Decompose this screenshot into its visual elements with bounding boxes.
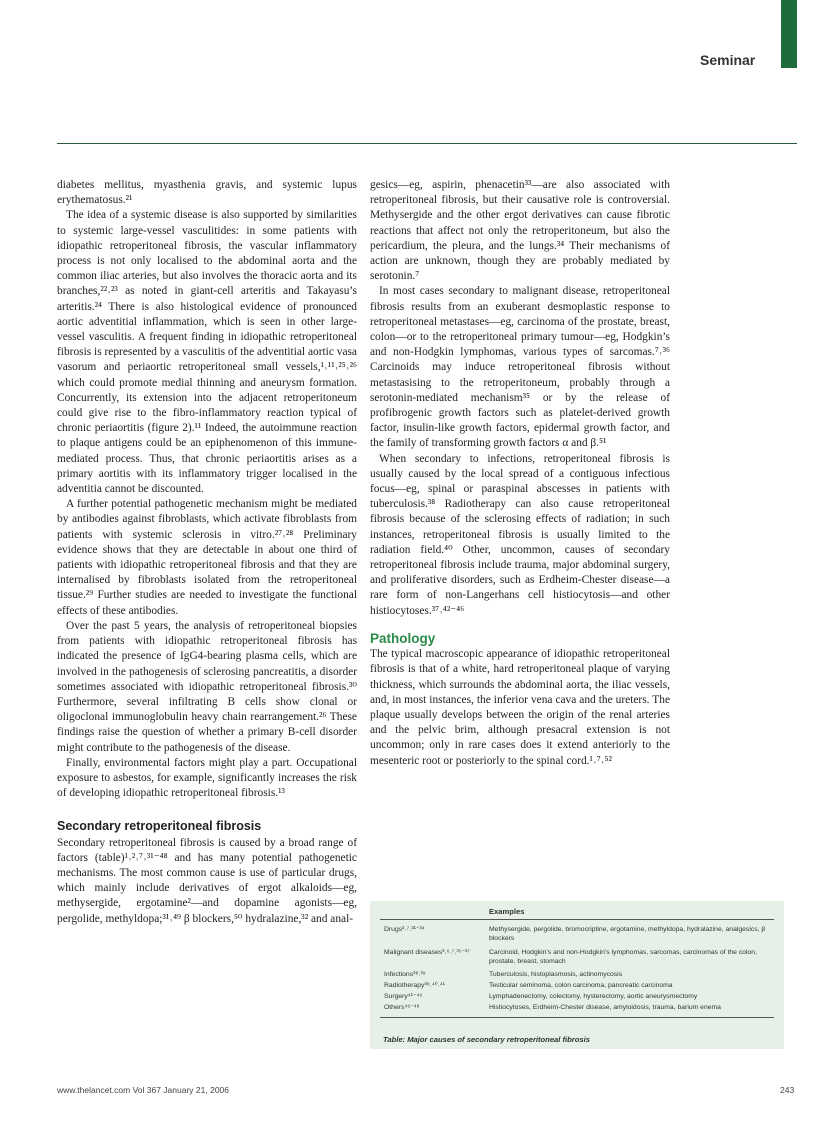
paragraph: When secondary to infections, retroperitoneal fibrosis is usually caused by the local spread of a contiguous infectious focus—eg, spinal or paraspinal abscesses in patients with tuberculosis.³⁸ Radiotherapy can also cause retroperitoneal fibrosis because of the sclerosing effects of radiation; in such instances, retroperitoneal fibrosis is usually limited to the radiation field.⁴⁰ Other, uncommon, causes of secondary retroperitoneal fibrosis include trauma, major abdominal surgery, and proliferative disorders, such as Erdheim-Chester disease—a rare form of non-Langerhans cell histiocytosis—and other histiocytoses.³⁷˒⁴²⁻⁴⁶ xyxy=(370,452,670,617)
causes-table xyxy=(370,901,784,1049)
table-cell-value: Histiocytoses, Erdheim-Chester disease, amyloidosis, trauma, barium enema xyxy=(489,1004,721,1011)
footer-page-number: 243 xyxy=(780,1085,795,1095)
paragraph: The typical macroscopic appearance of idiopathic retroperitoneal fibrosis is that of a white, hard retroperitoneal plaque of varying thickness, which surrounds the abdominal aorta, the iliac vessels, and, in most instances, the inferior vena cava and the ureters. The plaque usually develops between the origin of the renal arteries and the pelvic brim, although presacral extension is not uncommon; only in rare cases does it extend anteriorly to the mesenteric root or posteriorly to the spinal cord.¹˒⁷˒⁵² xyxy=(370,648,670,767)
section-label: Seminar xyxy=(700,52,756,68)
paragraph: In most cases secondary to malignant disease, retroperitoneal fibrosis results from an exuberant desmoplastic response to retroperitoneal metastases—eg, carcinoma of the prostate, breast, colon—or to the retroperitoneal primary tumour—eg, Hodgkin’s and non-Hodgkin lymphomas, various types of sarcomas.⁷˒³⁶ Carcinoids may induce retroperitoneal fibrosis without metastasising to the retroperitoneum, probably through a serotonin-mediated mechanism³⁵ or by the release of profibrogenic growth factors such as platelet-derived growth factor, insulin-like growth factors, epidermal growth factor, and the family of transforming growth factors α and β.⁵¹ xyxy=(370,285,670,450)
paragraph: gesics—eg, aspirin, phenacetin³³—are also associated with retroperitoneal fibrosis, but their causative role is controversial. Methysergide and the other ergot derivatives can cause fibrotic reactions that affect not only the retroperitoneum, but also the pericardium, the pleura, and the lungs.³⁴ Their mechanisms of action are unknown, though they are probably mediated by serotonin.⁷ xyxy=(370,179,670,283)
table-cell-value: Methysergide, pergolide, bromocriptine, ergotamine, methyldopa, hydralazine, analgesics, β blockers xyxy=(489,926,766,943)
table-cell-label: Surgery⁴¹⁻⁴⁶ xyxy=(384,993,423,1000)
section-color-bar xyxy=(781,0,797,68)
table-cell-value: Lymphadenectomy, colectomy, hysterectomy, aortic aneurysmectomy xyxy=(489,993,698,1000)
table-cell-label: Infections³⁸˒³⁹ xyxy=(384,971,426,978)
table-cell-value: Tuberculosis, histoplasmosis, actinomycosis xyxy=(489,971,623,978)
left-column xyxy=(57,178,357,927)
heading-pathology: Pathology xyxy=(370,630,436,646)
table-cell-value: Carcinoid, Hodgkin’s and non-Hodgkin’s lymphomas, sarcomas, carcinomas of the colon, prostate, breast, stomach xyxy=(489,949,757,966)
table-cell-label: Radiotherapy³⁸˒⁴⁰˒⁴¹ xyxy=(384,982,445,989)
header-divider xyxy=(57,143,797,144)
table-cell-label: Malignant diseases³˒⁶˒⁷˒³⁵⁻³⁷ xyxy=(384,949,470,956)
table-rule xyxy=(380,1017,774,1018)
paragraph: Finally, environmental factors might play a part. Occupational exposure to asbestos, for example, significantly increases the risk of developing idiopathic retroperitoneal fibrosis.¹³ xyxy=(57,756,357,800)
table-header: Examples xyxy=(489,907,525,916)
table-cell-value: Testicular seminoma, colon carcinoma, pancreatic carcinoma xyxy=(489,982,673,989)
paragraph: A further potential pathogenetic mechanism might be mediated by antibodies against fibroblasts, which activate fibroblasts from patients with systemic sclerosis in vitro.²⁷˒²⁸ Preliminary evidence shows that they are detectable in about one third of patients with idiopathic retroperitoneal fibrosis and that they are internalised by fibroblasts isolated from the retroperitoneal tissue.²⁹ Further studies are needed to investigate the functional effects of these antibodies. xyxy=(57,498,357,617)
paragraph: The idea of a systemic disease is also supported by similarities to systemic large-vessel vasculitides: in some patients with idiopathic retroperitoneal fibrosis, the vascular inflammatory process is not only localised to the abdominal aorta and the common iliac arteries, but also involves the thoracic aorta and its branches,²²˒²³ as noted in giant-cell arteritis and Takayasu’s arteritis.²⁴ There is also histological evidence of pronounced aortic adventitial inflammation, which is seen in other large-vessel vasculitis. A frequent finding in idiopathic retroperitoneal fibrosis is represented by a vasculitis of the adventitial aortic vasa vasorum and periaortic retroperitoneal small vessels,¹˒¹¹˒²⁵˒²⁶ which could promote medial thinning and aneurysm formation. Concurrently, its extension into the adjacent retroperitoneum could give rise to the fibro-inflammatory reaction typical of chronic periaortitis (figure 2).¹¹ Indeed, the autoimmune reaction to plaque antigens could be an epiphenomenon of this immune-mediated process. Thus, that chronic periaortitis arises as a primary aortitis with its inflammatory trigger localised in the adventitia cannot be discounted. xyxy=(57,209,357,496)
paragraph: Over the past 5 years, the analysis of retroperitoneal biopsies from patients with idiopathic retroperitoneal fibrosis has indicated the presence of IgG4-bearing plasma cells, which are involved in the pathogenesis of sclerosing pancreatitis, a disorder sometimes associated with idiopathic retroperitoneal fibrosis.³⁰ Furthermore, several infiltrating B cells show clonal or oligoclonal immunoglobulin heavy chain rearrangement.²⁶ These findings raise the question of whether a primary B-cell disorder might contribute to the pathogenesis of the disease. xyxy=(57,619,357,754)
paragraph: diabetes mellitus, myasthenia gravis, and systemic lupus erythematosus.²¹ xyxy=(57,179,357,207)
table-caption: Table: Major causes of secondary retroperitoneal fibrosis xyxy=(383,1035,590,1044)
footer-journal-citation: www.thelancet.com Vol 367 January 21, 2006 xyxy=(57,1085,229,1095)
right-column xyxy=(370,178,670,769)
subheading-secondary-fibrosis: Secondary retroperitoneal fibrosis xyxy=(57,819,262,834)
table-cell-label: Others⁴⁶⁻⁴⁸ xyxy=(384,1004,420,1011)
table-rule xyxy=(380,919,774,920)
paragraph: Secondary retroperitoneal fibrosis is caused by a broad range of factors (table)¹˒²˒⁷˒³¹⁻⁴⁸ and has many potential pathogenetic mechanisms. The most common cause is use of particular drugs, which mainly include derivatives of ergot alkaloids—eg, methysergide, ergotamine²—and dopamine agonists—eg, pergolide, methyldopa;³¹˒⁴⁹ β blockers,⁵⁰ hydralazine,³² and anal- xyxy=(57,836,357,925)
table-cell-label: Drugs²˒⁷˒³¹⁻³⁴ xyxy=(384,926,425,933)
